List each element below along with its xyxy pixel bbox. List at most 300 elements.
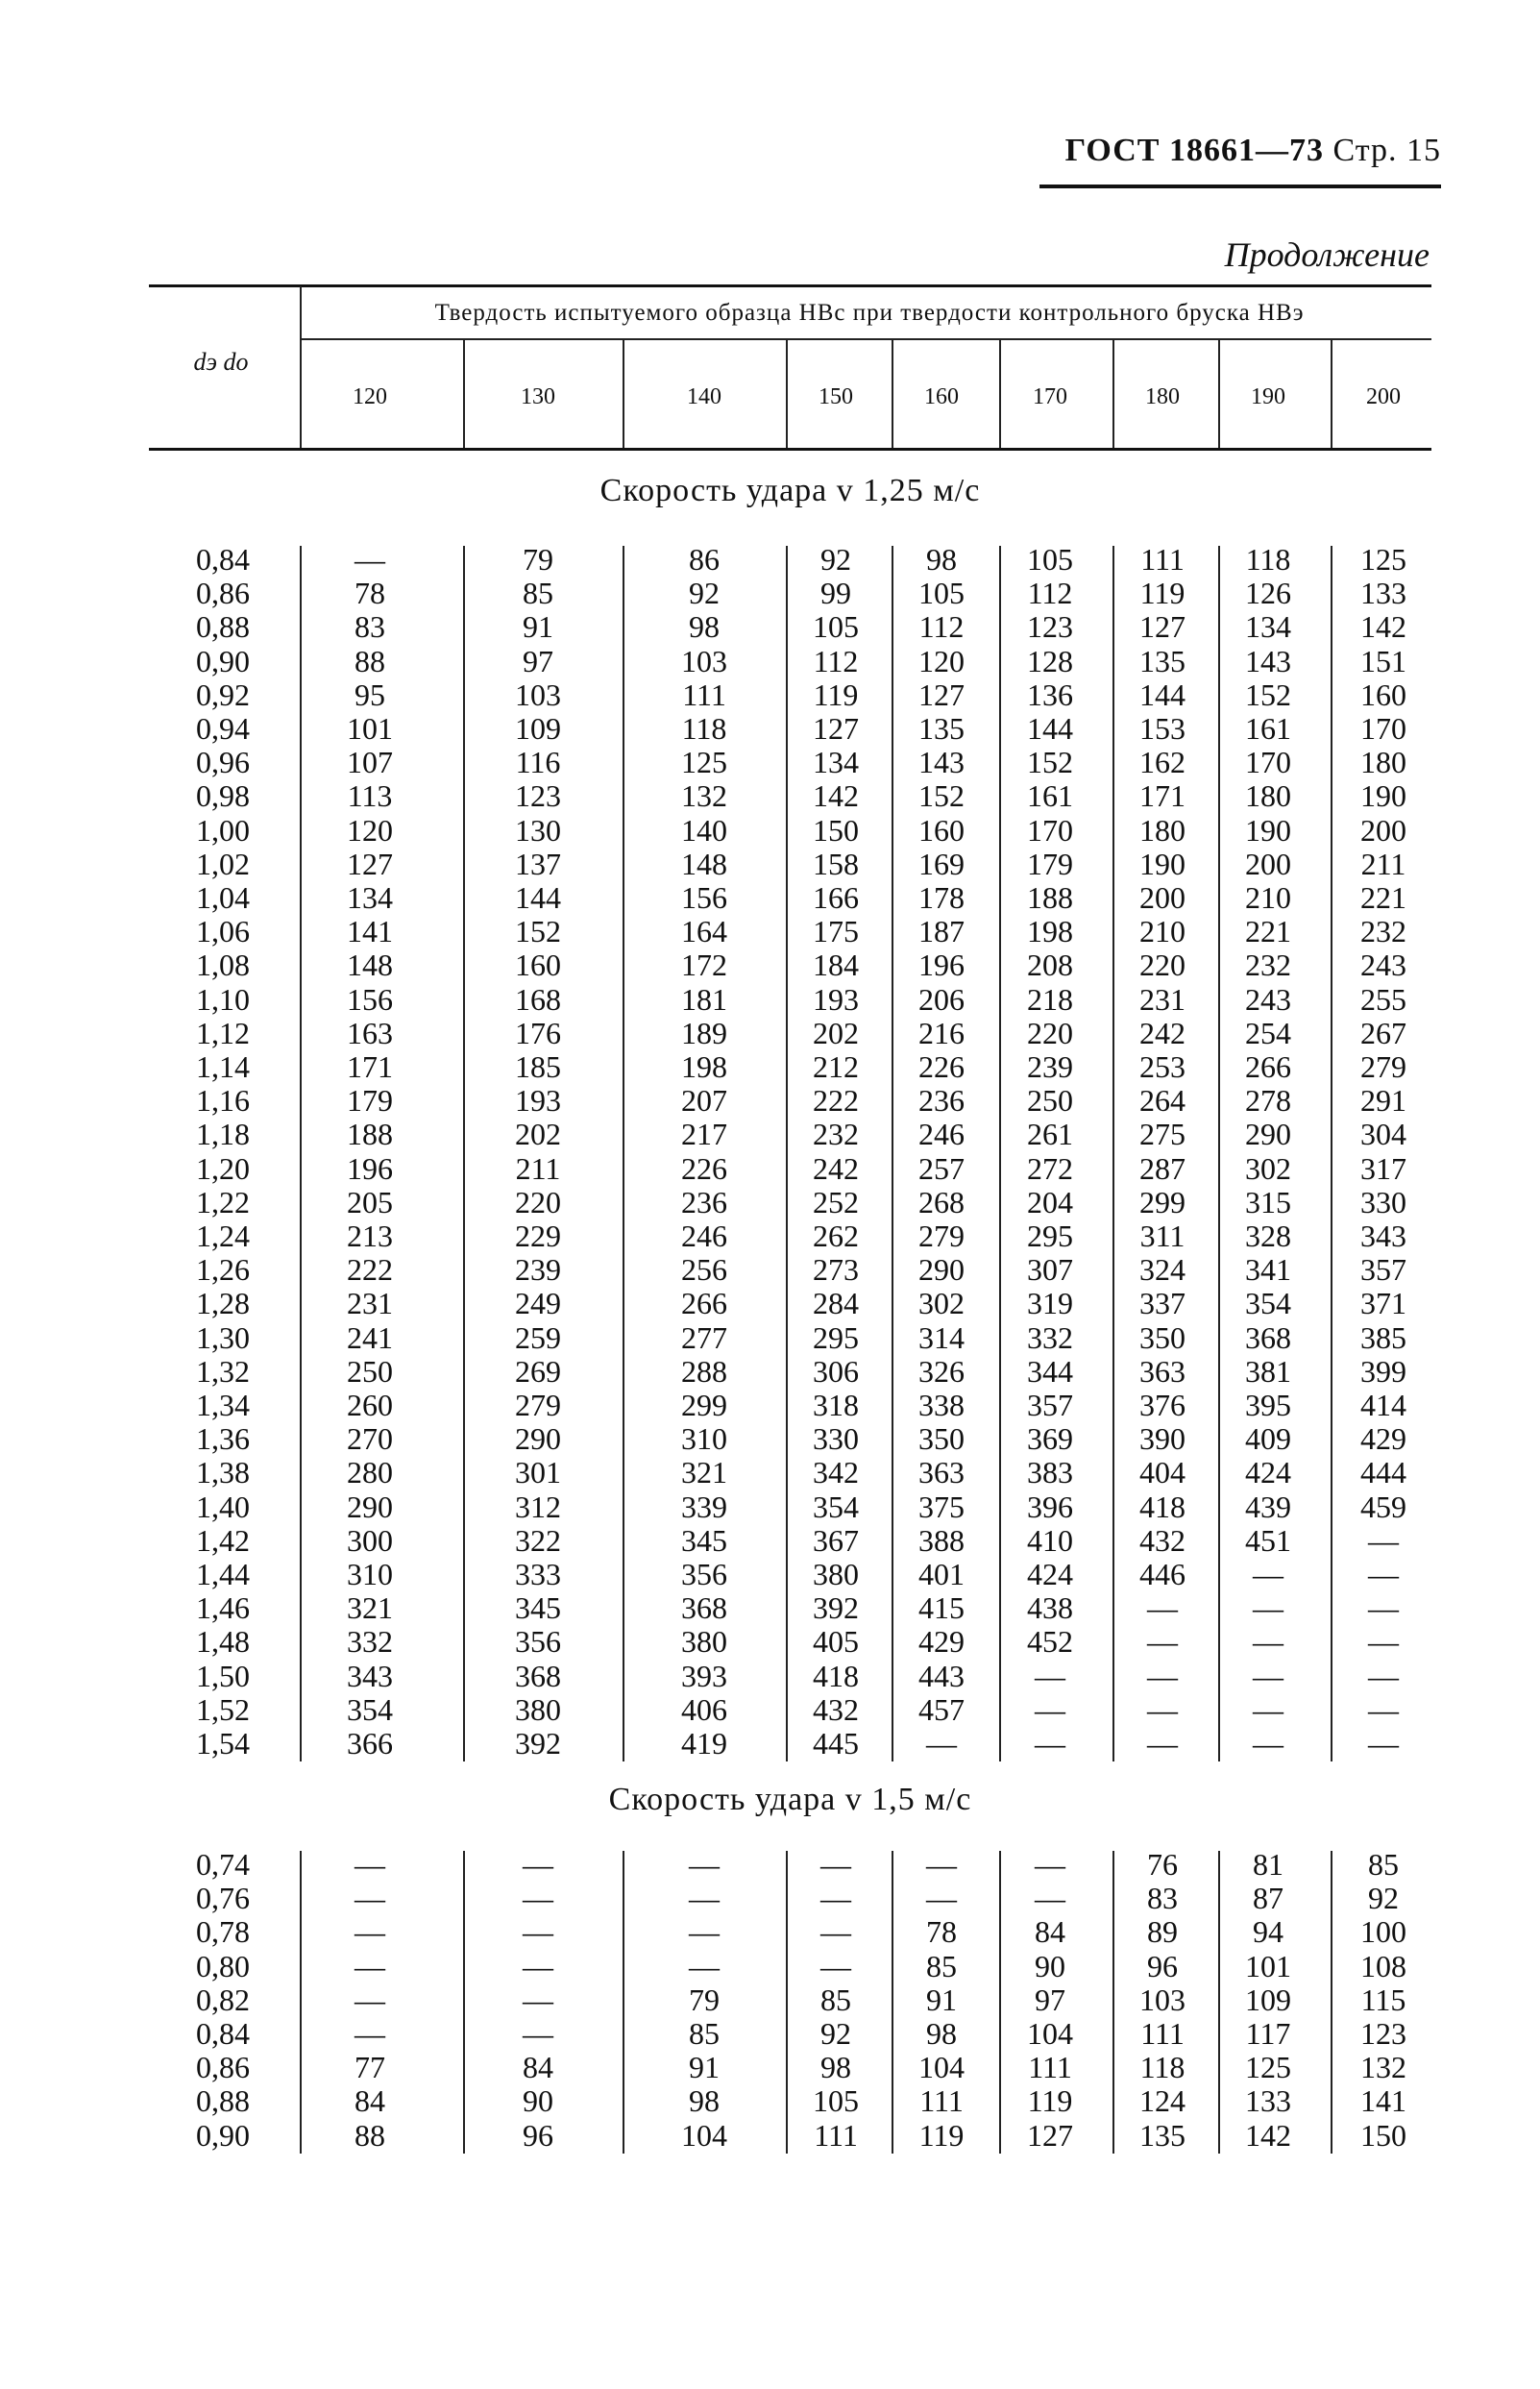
hardness-cell: 150 — [1360, 2117, 1406, 2153]
hardness-cell: 330 — [813, 1421, 859, 1457]
hardness-cell: 94 — [1253, 1914, 1283, 1950]
hardness-cell: 380 — [515, 1691, 561, 1727]
hardness-cell: 103 — [1139, 1982, 1186, 2017]
hardness-cell: 100 — [1360, 1914, 1406, 1950]
hardness-cell: 278 — [1245, 1083, 1291, 1119]
hardness-cell: — — [354, 1847, 385, 1882]
hardness-cell: 208 — [1027, 948, 1073, 983]
hardness-cell: — — [1368, 1557, 1399, 1591]
hardness-cell: 254 — [1245, 1015, 1291, 1050]
hardness-cell: 107 — [347, 745, 393, 780]
hardness-cell: — — [523, 1914, 553, 1950]
hardness-cell: 262 — [813, 1219, 859, 1253]
hardness-cell: 216 — [918, 1015, 965, 1050]
diameter-ratio-cell: 0,90 — [196, 643, 250, 678]
hardness-cell: 310 — [681, 1421, 727, 1457]
hardness-cell: 266 — [1245, 1049, 1291, 1084]
hardness-cell: 168 — [515, 981, 561, 1017]
hardness-cell: 148 — [681, 846, 727, 881]
hardness-cell: 357 — [1027, 1388, 1073, 1422]
hardness-cell: 96 — [523, 2117, 553, 2153]
hardness-cell: — — [523, 1948, 553, 1983]
hardness-cell: 211 — [515, 1150, 561, 1186]
hardness-cell: 318 — [813, 1388, 859, 1422]
hardness-cell: 164 — [681, 914, 727, 949]
table-row — [0, 982, 1540, 1016]
hardness-cell: 415 — [918, 1590, 965, 1626]
hardness-cell: 126 — [1245, 576, 1291, 611]
table-row — [0, 914, 1540, 948]
hardness-cell: 79 — [689, 1982, 720, 2017]
hardness-cell: — — [354, 1881, 385, 1916]
column-rule — [999, 340, 1001, 448]
hardness-cell: 388 — [918, 1522, 965, 1558]
hardness-cell: 163 — [347, 1015, 393, 1050]
hardness-cell: — — [689, 1881, 720, 1916]
hardness-cell: 112 — [918, 609, 965, 645]
hardness-cell: 380 — [681, 1624, 727, 1660]
hardness-cell: 451 — [1245, 1522, 1291, 1558]
hardness-cell: 252 — [813, 1184, 859, 1219]
hardness-cell: 280 — [347, 1455, 393, 1490]
table-row — [0, 677, 1540, 711]
hardness-cell: — — [1035, 1847, 1065, 1882]
hardness-cell: 260 — [347, 1388, 393, 1422]
hardness-cell: 134 — [1245, 609, 1291, 645]
hardness-cell: 290 — [347, 1489, 393, 1524]
hardness-cell: 306 — [813, 1353, 859, 1389]
hardness-cell: 404 — [1139, 1455, 1186, 1490]
hardness-cell: 196 — [918, 948, 965, 983]
hardness-cell: 193 — [515, 1083, 561, 1119]
hardness-cell: 414 — [1360, 1388, 1406, 1422]
hardness-cell: 266 — [681, 1286, 727, 1321]
diameter-ratio-cell: 0,80 — [196, 1948, 250, 1983]
table-row — [0, 1590, 1540, 1624]
column-header: 180 — [1145, 384, 1180, 409]
hardness-cell: 333 — [515, 1557, 561, 1591]
diameter-ratio-cell: 1,32 — [196, 1353, 250, 1389]
hardness-cell: 213 — [347, 1219, 393, 1253]
hardness-cell: 418 — [1139, 1489, 1186, 1524]
hardness-cell: 190 — [1139, 846, 1186, 881]
hardness-cell: 288 — [681, 1353, 727, 1389]
diameter-ratio-cell: 1,54 — [196, 1726, 250, 1761]
hardness-cell: 98 — [820, 2050, 851, 2085]
diameter-ratio-cell: 1,46 — [196, 1590, 250, 1626]
table-row — [0, 1624, 1540, 1658]
hardness-cell: 221 — [1245, 914, 1291, 949]
hardness-cell: 142 — [1245, 2117, 1291, 2153]
hardness-cell: — — [523, 2016, 553, 2051]
diameter-ratio-cell: 1,20 — [196, 1150, 250, 1186]
column-header: 190 — [1251, 384, 1285, 409]
hardness-cell: 144 — [1139, 677, 1186, 712]
hardness-cell: 429 — [918, 1624, 965, 1660]
table-row — [0, 1049, 1540, 1083]
hardness-cell: 410 — [1027, 1522, 1073, 1558]
hardness-cell: 246 — [918, 1117, 965, 1152]
hardness-cell: 105 — [1027, 542, 1073, 577]
table-row — [0, 1016, 1540, 1049]
hardness-cell: 257 — [918, 1150, 965, 1186]
hardness-cell: 96 — [1147, 1948, 1178, 1983]
table-row — [0, 778, 1540, 812]
hardness-cell: 321 — [347, 1590, 393, 1626]
diameter-ratio-cell: 1,30 — [196, 1319, 250, 1355]
table-row — [0, 2118, 1540, 2152]
hardness-cell: 120 — [347, 812, 393, 848]
column-rule — [300, 286, 302, 448]
hardness-cell: 170 — [1245, 745, 1291, 780]
diameter-ratio-cell: 1,04 — [196, 880, 250, 915]
column-header: 170 — [1033, 384, 1067, 409]
hardness-cell: 438 — [1027, 1590, 1073, 1626]
hardness-cell: 314 — [918, 1319, 965, 1355]
hardness-cell: — — [926, 1881, 957, 1916]
hardness-cell: 83 — [1147, 1881, 1178, 1916]
hardness-cell: 87 — [1253, 1881, 1283, 1916]
table-row — [0, 2083, 1540, 2117]
table-row — [0, 1726, 1540, 1760]
table-row — [0, 1692, 1540, 1726]
hardness-cell: 171 — [347, 1049, 393, 1084]
hardness-cell: 457 — [918, 1691, 965, 1727]
hardness-cell: 290 — [515, 1421, 561, 1457]
hardness-cell: 152 — [515, 914, 561, 949]
hardness-cell: 392 — [813, 1590, 859, 1626]
column-rule — [786, 340, 788, 448]
hardness-cell: 246 — [681, 1219, 727, 1253]
hardness-cell: 125 — [1245, 2050, 1291, 2085]
hardness-cell: 269 — [515, 1353, 561, 1389]
hardness-cell: 118 — [681, 711, 727, 746]
hardness-cell: 91 — [523, 609, 553, 645]
hardness-cell: 302 — [1245, 1150, 1291, 1186]
hardness-cell: 202 — [813, 1015, 859, 1050]
hardness-cell: 354 — [813, 1489, 859, 1524]
hardness-cell: 236 — [918, 1083, 965, 1119]
hardness-cell: 127 — [918, 677, 965, 712]
table-row — [0, 1151, 1540, 1185]
hardness-cell: 409 — [1245, 1421, 1291, 1457]
hardness-cell: 232 — [1360, 914, 1406, 949]
hardness-cell: 190 — [1245, 812, 1291, 848]
hardness-cell: 123 — [1027, 609, 1073, 645]
table-row — [0, 576, 1540, 609]
hardness-cell: 392 — [515, 1726, 561, 1761]
hardness-cell: 295 — [1027, 1219, 1073, 1253]
hardness-cell: 261 — [1027, 1117, 1073, 1152]
hardness-cell: 104 — [1027, 2016, 1073, 2051]
hardness-cell: 204 — [1027, 1184, 1073, 1219]
hardness-cell: 345 — [681, 1522, 727, 1558]
hardness-cell: 161 — [1027, 778, 1073, 814]
hardness-cell: 243 — [1360, 948, 1406, 983]
hardness-cell: — — [1253, 1726, 1283, 1761]
diameter-ratio-cell: 1,08 — [196, 948, 250, 983]
hardness-cell: 432 — [1139, 1522, 1186, 1558]
hardness-cell: 354 — [347, 1691, 393, 1727]
diameter-ratio-cell: 1,02 — [196, 846, 250, 881]
table-row — [0, 1388, 1540, 1421]
hardness-cell: 84 — [523, 2050, 553, 2085]
hardness-cell: 171 — [1139, 778, 1186, 814]
hardness-cell: 85 — [523, 576, 553, 611]
header-subrule — [300, 338, 1431, 340]
hardness-cell: 267 — [1360, 1015, 1406, 1050]
hardness-cell: — — [1368, 1522, 1399, 1558]
hardness-cell: 91 — [689, 2050, 720, 2085]
hardness-cell: — — [1368, 1726, 1399, 1761]
diameter-ratio-cell: 1,42 — [196, 1522, 250, 1558]
hardness-cell: 119 — [1027, 2083, 1073, 2119]
hardness-cell: 231 — [347, 1286, 393, 1321]
hardness-cell: 242 — [813, 1150, 859, 1186]
hardness-cell: 287 — [1139, 1150, 1186, 1186]
hardness-cell: 250 — [347, 1353, 393, 1389]
diameter-ratio-cell: 1,12 — [196, 1015, 250, 1050]
hardness-cell: 185 — [515, 1049, 561, 1084]
hardness-cell: 383 — [1027, 1455, 1073, 1490]
hardness-cell: 259 — [515, 1319, 561, 1355]
stub-header: dэ dо — [193, 348, 249, 376]
hardness-cell: 180 — [1139, 812, 1186, 848]
hardness-cell: — — [1253, 1691, 1283, 1727]
hardness-cell: 109 — [515, 711, 561, 746]
hardness-cell: 277 — [681, 1319, 727, 1355]
hardness-cell: 181 — [681, 981, 727, 1017]
hardness-cell: 332 — [347, 1624, 393, 1660]
hardness-cell: 152 — [1027, 745, 1073, 780]
hardness-cell: 83 — [354, 609, 385, 645]
hardness-cell: 243 — [1245, 981, 1291, 1017]
hardness-cell: — — [689, 1847, 720, 1882]
table-row — [0, 2016, 1540, 2050]
hardness-cell: 380 — [813, 1557, 859, 1591]
diameter-ratio-cell: 1,36 — [196, 1421, 250, 1457]
hardness-cell: 84 — [1035, 1914, 1065, 1950]
hardness-cell: 160 — [515, 948, 561, 983]
hardness-cell: 452 — [1027, 1624, 1073, 1660]
hardness-cell: 322 — [515, 1522, 561, 1558]
hardness-cell: 180 — [1245, 778, 1291, 814]
hardness-cell: 151 — [1360, 643, 1406, 678]
hardness-cell: 356 — [515, 1624, 561, 1660]
hardness-cell: 113 — [347, 778, 393, 814]
hardness-cell: 198 — [681, 1049, 727, 1084]
hardness-cell: 206 — [918, 981, 965, 1017]
hardness-cell: 144 — [1027, 711, 1073, 746]
diameter-ratio-cell: 1,38 — [196, 1455, 250, 1490]
hardness-cell: 424 — [1027, 1557, 1073, 1591]
hardness-cell: 367 — [813, 1522, 859, 1558]
diameter-ratio-cell: 1,18 — [196, 1117, 250, 1152]
hardness-cell: 156 — [681, 880, 727, 915]
hardness-cell: 290 — [918, 1252, 965, 1288]
hardness-cell: 89 — [1147, 1914, 1178, 1950]
table-row — [0, 1983, 1540, 2016]
hardness-cell: 188 — [1027, 880, 1073, 915]
hardness-cell: 137 — [515, 846, 561, 881]
hardness-cell: 226 — [918, 1049, 965, 1084]
hardness-cell: 98 — [689, 609, 720, 645]
hardness-cell: 136 — [1027, 677, 1073, 712]
table-row — [0, 1083, 1540, 1117]
hardness-cell: 419 — [681, 1726, 727, 1761]
hardness-cell: — — [1368, 1691, 1399, 1727]
column-rule — [623, 340, 624, 448]
diameter-ratio-cell: 1,16 — [196, 1083, 250, 1119]
hardness-cell: 92 — [820, 542, 851, 577]
hardness-cell: 444 — [1360, 1455, 1406, 1490]
hardness-cell: 135 — [1139, 2117, 1186, 2153]
hardness-cell: 222 — [813, 1083, 859, 1119]
hardness-cell: — — [1253, 1557, 1283, 1591]
hardness-cell: 239 — [515, 1252, 561, 1288]
hardness-cell: 104 — [918, 2050, 965, 2085]
hardness-cell: — — [1253, 1590, 1283, 1626]
hardness-cell: 143 — [1245, 643, 1291, 678]
hardness-cell: 343 — [1360, 1219, 1406, 1253]
section-title-1: Скорость удара v 1,25 м/с — [599, 473, 981, 508]
hardness-cell: 92 — [689, 576, 720, 611]
hardness-cell: — — [820, 1914, 851, 1950]
diameter-ratio-cell: 1,22 — [196, 1184, 250, 1219]
table-row — [0, 2050, 1540, 2083]
hardness-cell: 401 — [918, 1557, 965, 1591]
hardness-cell: — — [354, 2016, 385, 2051]
hardness-cell: 143 — [918, 745, 965, 780]
hardness-cell: 221 — [1360, 880, 1406, 915]
hardness-cell: 161 — [1245, 711, 1291, 746]
hardness-cell: 170 — [1027, 812, 1073, 848]
diameter-ratio-cell: 0,84 — [196, 542, 250, 577]
diameter-ratio-cell: 1,00 — [196, 812, 250, 848]
diameter-ratio-cell: 0,86 — [196, 2050, 250, 2085]
hardness-cell: 90 — [523, 2083, 553, 2119]
table-row — [0, 1523, 1540, 1557]
hardness-cell: 337 — [1139, 1286, 1186, 1321]
hardness-cell: 326 — [918, 1353, 965, 1389]
hardness-cell: 307 — [1027, 1252, 1073, 1288]
hardness-cell: 330 — [1360, 1184, 1406, 1219]
hardness-cell: 196 — [347, 1150, 393, 1186]
hardness-cell: 125 — [681, 745, 727, 780]
table-row — [0, 745, 1540, 778]
hardness-cell: 85 — [820, 1982, 851, 2017]
page-number: Стр. 15 — [1332, 133, 1441, 168]
hardness-cell: 339 — [681, 1489, 727, 1524]
hardness-cell: 342 — [813, 1455, 859, 1490]
hardness-cell: 439 — [1245, 1489, 1291, 1524]
hardness-cell: 381 — [1245, 1353, 1291, 1389]
hardness-cell: 132 — [681, 778, 727, 814]
hardness-cell: 344 — [1027, 1353, 1073, 1389]
hardness-cell: 81 — [1253, 1847, 1283, 1882]
diameter-ratio-cell: 0,76 — [196, 1881, 250, 1916]
hardness-cell: 184 — [813, 948, 859, 983]
hardness-cell: 111 — [1140, 542, 1185, 577]
hardness-cell: 279 — [515, 1388, 561, 1422]
hardness-cell: 371 — [1360, 1286, 1406, 1321]
hardness-cell: 111 — [1028, 2050, 1072, 2085]
diameter-ratio-cell: 1,50 — [196, 1658, 250, 1693]
hardness-cell: 350 — [1139, 1319, 1186, 1355]
hardness-cell: — — [354, 1982, 385, 2017]
hardness-cell: 189 — [681, 1015, 727, 1050]
hardness-cell: 91 — [926, 1982, 957, 2017]
hardness-cell: 357 — [1360, 1252, 1406, 1288]
hardness-cell: 77 — [354, 2050, 385, 2085]
hardness-cell: — — [820, 1881, 851, 1916]
diameter-ratio-cell: 1,14 — [196, 1049, 250, 1084]
hardness-cell: 95 — [354, 677, 385, 712]
table-row — [0, 1914, 1540, 1948]
hardness-cell: 118 — [1245, 542, 1291, 577]
hardness-cell: 446 — [1139, 1557, 1186, 1591]
hardness-cell: — — [523, 1982, 553, 2017]
hardness-cell: 85 — [926, 1948, 957, 1983]
table-row — [0, 1320, 1540, 1354]
table-top-rule — [149, 284, 1431, 287]
hardness-cell: 84 — [354, 2083, 385, 2119]
hardness-cell: 301 — [515, 1455, 561, 1490]
hardness-cell: 376 — [1139, 1388, 1186, 1422]
column-rule — [1331, 340, 1332, 448]
column-header: 200 — [1366, 384, 1401, 409]
hardness-cell: 148 — [347, 948, 393, 983]
column-rule — [892, 340, 893, 448]
hardness-cell: 130 — [515, 812, 561, 848]
hardness-cell: 324 — [1139, 1252, 1186, 1288]
hardness-cell: — — [1035, 1726, 1065, 1761]
hardness-cell: — — [820, 1948, 851, 1983]
hardness-cell: 270 — [347, 1421, 393, 1457]
column-header: 140 — [687, 384, 721, 409]
table-row — [0, 1219, 1540, 1252]
hardness-cell: 127 — [1027, 2117, 1073, 2153]
hardness-cell: 158 — [813, 846, 859, 881]
hardness-cell: 76 — [1147, 1847, 1178, 1882]
hardness-cell: 135 — [918, 711, 965, 746]
hardness-cell: 153 — [1139, 711, 1186, 746]
hardness-cell: — — [926, 1847, 957, 1882]
hardness-cell: 111 — [814, 2117, 858, 2153]
table-row — [0, 1490, 1540, 1523]
column-header: 160 — [924, 384, 959, 409]
table-row — [0, 813, 1540, 847]
hardness-cell: 424 — [1245, 1455, 1291, 1490]
diameter-ratio-cell: 0,90 — [196, 2117, 250, 2153]
hardness-cell: 390 — [1139, 1421, 1186, 1457]
diameter-ratio-cell: 0,82 — [196, 1982, 250, 2017]
table-row — [0, 1252, 1540, 1286]
hardness-cell: 406 — [681, 1691, 727, 1727]
hardness-cell: 88 — [354, 643, 385, 678]
hardness-cell: 105 — [813, 2083, 859, 2119]
diameter-ratio-cell: 0,92 — [196, 677, 250, 712]
hardness-cell: 220 — [515, 1184, 561, 1219]
table-row — [0, 542, 1540, 576]
table-head-rule — [149, 448, 1431, 451]
hardness-cell: 241 — [347, 1319, 393, 1355]
hardness-cell: 127 — [813, 711, 859, 746]
hardness-cell: 319 — [1027, 1286, 1073, 1321]
hardness-cell: 152 — [918, 778, 965, 814]
hardness-cell: 210 — [1139, 914, 1186, 949]
hardness-cell: 256 — [681, 1252, 727, 1288]
